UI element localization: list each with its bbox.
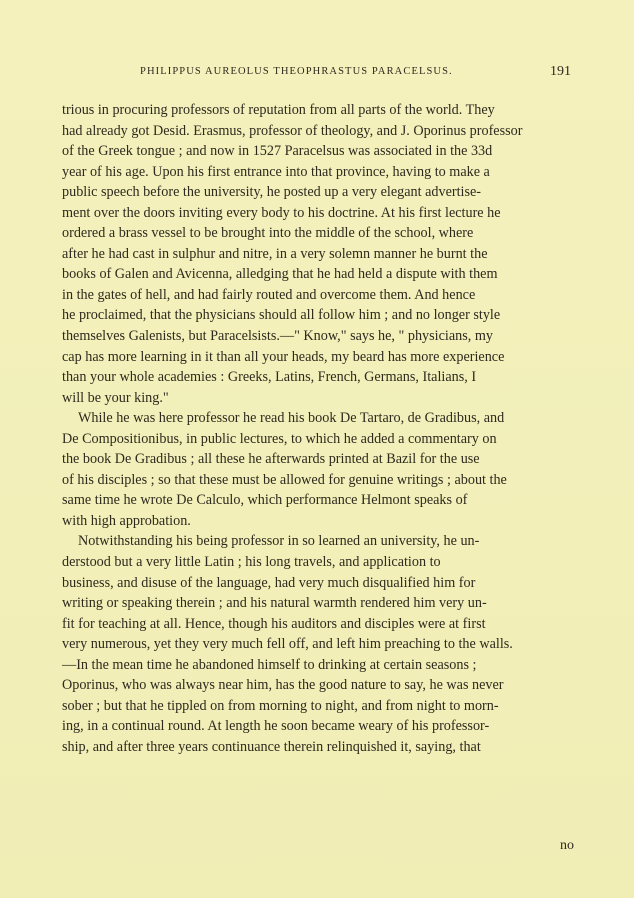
page-number: 191 bbox=[550, 64, 571, 79]
catchword: no bbox=[560, 838, 574, 853]
paragraph: Notwithstanding his being professor in so learned an university, he un- derstood but a very little Latin ; his long travels, and application to business, and disuse of the language, had very much disqualified him for writing or speaking therein ; and his natural warmth rendered him very un- fit for teaching at all. Hence, though his auditors and disciples were at first very numerous, yet they very much fell off, and left him preaching to the walls. —In the mean time he abandoned himself to drinking at certain seasons ; Oporinus, who was always near him, has the good nature to say, he was never sober ; but that he tippled on from morning to night, and from night to morn- ing, in a continual round. At length he soon became weary of his professor- ship, and after three years continuance therein relinquished it, saying, that bbox=[62, 533, 513, 755]
paragraph-continued: trious in procuring professors of reputation from all parts of the world. They had already got Desid. Erasmus, professor of theology, and J. Oporinus professor of the Greek tongue ; and now in 1527 Paracelsus was associated in the 33d year of his age. Upon his first entrance into that province, having to make a public speech before the university, he posted up a very elegant advertise- ment over the doors inviting every body to his doctrine. At his first lecture he ordered a brass vessel to be brought into the middle of the school, where after he had cast in sulphur and nitre, in a very solemn manner he burnt the books of Galen and Avicenna, alledging that he had held a dispute with them in the gates of hell, and had fairly routed and overcome them. And hence he proclaimed, that the physicians should all follow him ; and no longer style themselves Galenists, but Paracelsists.—" Know," says he, " physicians, my cap has more learning in it than all your heads, my beard has more experience than your whole academies : Greeks, Latins, French, Germans, Italians, I will be your king." bbox=[62, 102, 523, 406]
body-text bbox=[62, 100, 572, 758]
running-title: PHILIPPUS AUREOLUS THEOPHRASTUS PARACELSUS. bbox=[140, 66, 453, 77]
paragraph: While he was here professor he read his book De Tartaro, de Gradibus, and De Compositionibus, in public lectures, to which he added a commentary on the book De Gradibus ; all these he afterwards printed at Bazil for the use of his disciples ; so that these must be allowed for genuine writings ; about the same time he wrote De Calculo, which performance Helmont speaks of with high approbation. bbox=[62, 410, 507, 529]
page-header bbox=[60, 66, 575, 86]
